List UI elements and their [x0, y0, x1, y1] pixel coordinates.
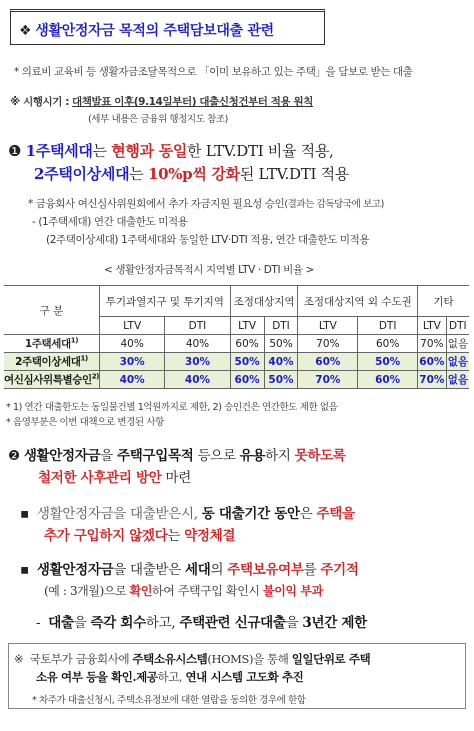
point2-text: 철저한 사후관리 방안	[38, 470, 162, 486]
table-cell: 60%	[230, 371, 264, 389]
point2-number: ❷	[8, 448, 20, 464]
bullet2-line1	[20, 558, 359, 578]
table-caption: < 생활안정자금목적시 지역별 LTV · DTI 비율 >	[104, 264, 314, 276]
dash-line	[36, 611, 367, 631]
table-cell: 없음	[446, 335, 469, 353]
region-header: 조정대상지역 외 수도권	[298, 286, 418, 317]
table-cell: 50%	[358, 353, 418, 371]
row-label-sup: 2)	[91, 372, 99, 381]
bullet-text: (예 : 3개월)으로	[44, 584, 130, 598]
sub-header: DTI	[165, 317, 230, 335]
point1-line2	[34, 163, 349, 184]
bullet-text: 하여 주택구입 확인시	[152, 584, 264, 598]
table-row	[4, 335, 469, 353]
point1-number: ❶	[8, 142, 22, 160]
table-cell: 30%	[99, 353, 164, 371]
bullet1-line1	[20, 502, 355, 522]
table-row	[4, 353, 469, 371]
point1-text: 는	[92, 142, 112, 160]
bullet-text: 동 대출기간 동안	[201, 506, 300, 522]
section-title-box	[10, 9, 325, 45]
point1-strengthen: 10%p씩 강화	[147, 165, 240, 183]
bullet-text: 은	[299, 506, 317, 522]
bullet-text: 확인	[129, 584, 153, 598]
point1-note1	[28, 196, 384, 211]
sub-header: LTV	[99, 317, 164, 335]
note-text: * 금융회사 여신심사위원회에서 추가 자금지원 필요성 승인	[28, 198, 285, 210]
bullet1-line2	[44, 524, 235, 544]
box-line1	[14, 651, 370, 667]
point2-text: 마련	[161, 470, 191, 486]
bullet-icon: ▪	[20, 562, 29, 578]
row-label-text: 1주택세대	[24, 338, 71, 350]
table-cell: 30%	[165, 353, 230, 371]
bullet-icon: ▪	[20, 506, 29, 522]
sub-header: DTI	[446, 317, 469, 335]
bullet-text: 약정체결	[184, 528, 236, 544]
point2-line2	[38, 466, 191, 486]
ratio-table	[4, 285, 469, 389]
point1-same: 현행과 동일	[111, 142, 188, 160]
table-cell: 40%	[264, 353, 298, 371]
reference-mark: ※	[14, 652, 24, 666]
dash-text: 을	[285, 615, 303, 631]
row-label	[4, 335, 99, 353]
row-label-text: 여신심사위특별승인	[4, 374, 92, 386]
section-title	[19, 20, 274, 40]
dash-text: 을	[73, 615, 91, 631]
dash-text: 하고,	[145, 615, 180, 631]
table-cell: 없음	[446, 371, 469, 389]
box-line2	[36, 669, 303, 685]
table-cell: 70%	[418, 335, 447, 353]
table-cell: 60%	[358, 335, 418, 353]
sub-header: LTV	[418, 317, 447, 335]
table-cell: 60%	[418, 353, 447, 371]
point2-line1	[8, 444, 346, 464]
row-label-sup: 1)	[80, 354, 88, 363]
point2-text: 등으로	[193, 448, 240, 464]
table-cell: 50%	[230, 353, 264, 371]
note-sub: (결과는 감독당국에 보고)	[284, 199, 384, 210]
dash-text: 즉각 회수	[90, 615, 146, 631]
bullet-text: 세대	[185, 562, 211, 578]
point2-text: 주택구입목적	[117, 448, 194, 464]
intro-note: * 의료비 교육비 등 생활자금조달목적으로 「이미 보유하고 있는 주택」을 담보로 받는 대출	[14, 66, 413, 78]
bullet-text: 추가 구입하지 않겠다	[44, 528, 168, 544]
row-label-text: 2주택이상세대	[15, 356, 81, 368]
bullet-text: 는	[167, 528, 185, 544]
table-cell: 60%	[230, 335, 264, 353]
box-line3: * 차주가 대출신청시, 주택소유정보에 대한 열람을 동의한 경우에 한함	[32, 695, 306, 706]
table-cell: 60%	[358, 371, 418, 389]
region-header: 투기과열지구 및 투기지역	[99, 286, 230, 317]
box-text: 연내 시스템 고도화 추진	[185, 670, 304, 684]
table-row	[4, 371, 469, 389]
box-text: (HOMS)을 통해	[207, 652, 292, 666]
table-footnote-1: * 1) 연간 대출한도는 동일물건별 1억원까지로 제한, 2) 승인건은 연간한도 제한 없음	[6, 402, 338, 413]
dash-text: 주택관련 신규대출	[179, 615, 286, 631]
box-text: 하고,	[157, 670, 186, 684]
schedule-label: ※ 시행시기 :	[10, 96, 70, 108]
point1-text: 는	[129, 165, 148, 183]
row-label-sup: 1)	[70, 336, 79, 345]
bullet-text: 주택보유여부	[227, 562, 304, 578]
bullet-text: 를	[303, 562, 321, 578]
table-cell: 70%	[418, 371, 447, 389]
table-cell: 70%	[298, 371, 358, 389]
point2-text: 하지	[265, 448, 295, 464]
table-footnote-2: * 음영부분은 이번 대책으로 변경된 사항	[6, 417, 164, 428]
bullet-text: 생활안정자금을 대출받은시,	[36, 506, 202, 522]
point1-note2: - (1주택세대) 연간 대출한도 미적용	[32, 216, 188, 228]
bullet-text: 의	[210, 562, 228, 578]
dash-text: 3년간 제한	[302, 615, 367, 631]
bullet-text: 을 대출받은	[113, 562, 185, 578]
table-cell: 50%	[264, 335, 298, 353]
row-label	[4, 371, 99, 389]
table-cell: 50%	[264, 371, 298, 389]
schedule-value: 대책발표 이후(9.14일부터) 대출신청건부터 적용 원칙	[72, 96, 314, 108]
point2-text: 을	[100, 448, 117, 464]
sub-header: LTV	[230, 317, 264, 335]
point2-text: 생활안정자금	[23, 448, 101, 464]
region-header: 조정대상지역	[230, 286, 298, 317]
point1-one-house: 1주택세대	[25, 142, 93, 160]
table-corner: 구 분	[4, 286, 99, 335]
point1-text: 된 LTV.DTI 적용	[239, 165, 349, 183]
bullet-text: 주기적	[320, 562, 359, 578]
table-cell: 70%	[298, 335, 358, 353]
point1-text: 한 LTV.DTI 비율 적용,	[187, 142, 334, 160]
sub-header: DTI	[358, 317, 418, 335]
bullet-text: 생활안정자금	[36, 562, 114, 578]
sub-header: LTV	[298, 317, 358, 335]
point1-note3: (2주택이상세대) 1주택세대와 동일한 LTV·DTI 적용, 연간 대출한도 미적용	[46, 234, 370, 246]
box-text: 소유 여부 등을 확인.제공	[36, 670, 158, 684]
bullet2-line2	[44, 582, 323, 599]
table-cell: 40%	[165, 371, 230, 389]
box-text: 주택소유시스템	[132, 652, 208, 666]
region-header: 기타	[418, 286, 469, 317]
bullet-text: 불이익 부과	[263, 584, 323, 598]
table-cell: 40%	[99, 371, 164, 389]
box-text: 일일단위로 주택	[291, 652, 371, 666]
table-cell: 40%	[165, 335, 230, 353]
table-cell: 60%	[298, 353, 358, 371]
point2-text: 유용	[239, 448, 266, 464]
dash-marker: -	[36, 615, 41, 631]
point1-multi-house: 2주택이상세대	[34, 165, 130, 183]
box-text: 국토부가 금융회사에	[29, 652, 133, 666]
schedule-line	[10, 94, 313, 109]
point1-line1	[8, 140, 333, 161]
section-title-text: 생활안정자금 목적의 주택담보대출 관련	[35, 23, 274, 39]
row-label	[4, 353, 99, 371]
dash-text: 대출	[48, 615, 74, 631]
table-cell: 40%	[99, 335, 164, 353]
diamond-icon: ❖	[19, 23, 32, 39]
bullet-text: 주택을	[316, 506, 355, 522]
sub-header: DTI	[264, 317, 298, 335]
point2-text: 못하도록	[294, 448, 346, 464]
table-cell: 없음	[446, 353, 469, 371]
schedule-sub: (세부 내용은 금융위 행정지도 참조)	[88, 114, 228, 125]
